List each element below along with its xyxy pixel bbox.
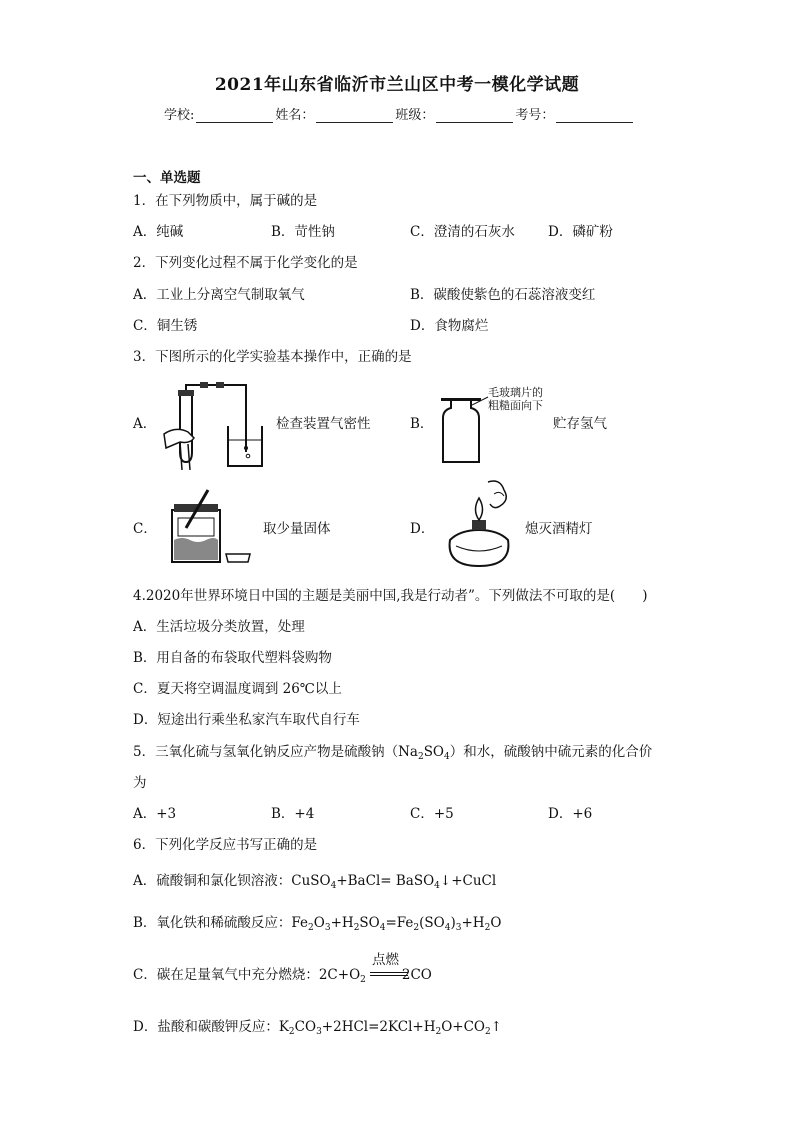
name-blank [316, 108, 393, 123]
q6-option-d-equation: $K_2CO_3+2HCl=2KCl+H_2O+CO_2↑$ [278, 1019, 503, 1037]
q5-stem-sub2: 4 [444, 752, 450, 762]
q6-option-b-label: B．氧化铁和稀硫酸反应： [133, 915, 292, 931]
q3-option-d-caption: 熄灭酒精灯 [525, 521, 593, 537]
q4-stem: 4.2020年世界环境日中国的主题是美丽中国,我是行动者”。下列做法不可取的是( ) [133, 588, 648, 604]
q3-option-b-note1: 毛玻璃片的 [488, 386, 543, 399]
q2-option-d: D．食物腐烂 [410, 318, 489, 334]
q1-option-c: C．澄清的石灰水 [410, 224, 515, 240]
q3-option-d-letter: D． [410, 521, 435, 537]
q6-option-c-equation-left: $2C+O_2$ [318, 967, 366, 985]
q6-option-c [133, 966, 432, 989]
q3-stem: 3．下图所示的化学实验基本操作中，正确的是 [133, 349, 412, 365]
q6-option-c-label: C．碳在足量氧气中充分燃烧： [133, 967, 319, 983]
q5-stem-pre: 5．三氧化硫与氢氧化钠反应产物是硫酸钠（Na [133, 744, 418, 760]
q6-option-a-equation: CuSO$_4$+BaCl= BaSO$_4$↓+CuCl [291, 873, 497, 891]
q2-option-a: A．工业上分离空气制取氧气 [133, 287, 305, 303]
section-heading: 一、单选题 [133, 170, 201, 186]
q6-option-c-equation-right: 2CO [401, 967, 432, 983]
class-blank [436, 108, 513, 123]
page-title: 2021年山东省临沂市兰山区中考一模化学试题 [214, 75, 580, 95]
school-label: 学校: [164, 108, 195, 123]
q6-option-b [133, 914, 501, 937]
q5-stem-line2: 为 [133, 775, 147, 791]
q3-option-b-note2: 粗糙面向下 [488, 399, 543, 412]
q4-option-a: A．生活垃圾分类放置，处理 [133, 619, 305, 635]
q6-option-d [133, 1018, 502, 1041]
q3-option-a-letter: A． [133, 416, 157, 432]
q3-option-b-letter: B． [410, 416, 434, 432]
q3-option-b-caption: 贮存氢气 [553, 416, 607, 432]
q6-option-a [133, 872, 496, 895]
exam-no-blank [556, 108, 633, 123]
student-info-line [164, 104, 635, 123]
q1-stem: 1．在下列物质中，属于碱的是 [133, 193, 318, 209]
q6-option-a-label: A．硫酸铜和氯化钡溶液： [133, 873, 292, 889]
q5-stem-post: ）和水，硫酸钠中硫元素的化合价 [449, 744, 653, 760]
school-blank [196, 108, 273, 123]
solid-sampling-figure [162, 488, 254, 566]
q5-stem-sub1: 2 [417, 752, 424, 762]
q6-option-b-equation: $Fe_2O_3+H_2SO_4=Fe_2(SO_4)_3+H_2O$ [291, 915, 502, 933]
q4-option-c: C．夏天将空调温度调到 26℃以上 [133, 681, 342, 697]
note-pointer-line [472, 395, 492, 407]
q1-option-d: D．磷矿粉 [548, 224, 613, 240]
q5-option-a: A．+3 [133, 806, 177, 822]
q5-option-c: C．+5 [410, 806, 454, 822]
q5-stem [133, 743, 652, 766]
q2-stem: 2．下列变化过程不属于化学变化的是 [133, 255, 358, 271]
q5-option-b: B．+4 [271, 806, 315, 822]
q6-option-c-equals-sign [370, 972, 408, 976]
q3-option-c-letter: C． [133, 521, 157, 537]
q4-option-d: D．短途出行乘坐私家汽车取代自行车 [133, 712, 360, 728]
exam-no-label: 考号： [515, 108, 555, 123]
q6-option-d-label: D．盐酸和碳酸钾反应： [133, 1019, 279, 1035]
q6-stem: 6．下列化学反应书写正确的是 [133, 837, 318, 853]
q2-option-b: B．碳酸使紫色的石蕊溶液变红 [410, 287, 596, 303]
q3-option-a-caption: 检查装置气密性 [276, 416, 371, 432]
q4-option-b: B．用自备的布袋取代塑料袋购物 [133, 650, 332, 666]
q5-option-d: D．+6 [548, 806, 593, 822]
q6-option-c-condition: 点燃 [372, 952, 399, 968]
airtightness-check-figure [160, 382, 265, 474]
name-label: 姓名： [275, 108, 315, 123]
q1-option-a: A．纯碱 [133, 224, 184, 240]
q2-option-c: C．铜生锈 [133, 318, 198, 334]
q5-stem-mid: SO [423, 744, 445, 760]
q1-option-b: B．苛性钠 [271, 224, 335, 240]
alcohol-lamp-figure [438, 476, 520, 572]
q3-option-c-caption: 取少量固体 [263, 521, 331, 537]
class-label: 班级： [395, 108, 435, 123]
